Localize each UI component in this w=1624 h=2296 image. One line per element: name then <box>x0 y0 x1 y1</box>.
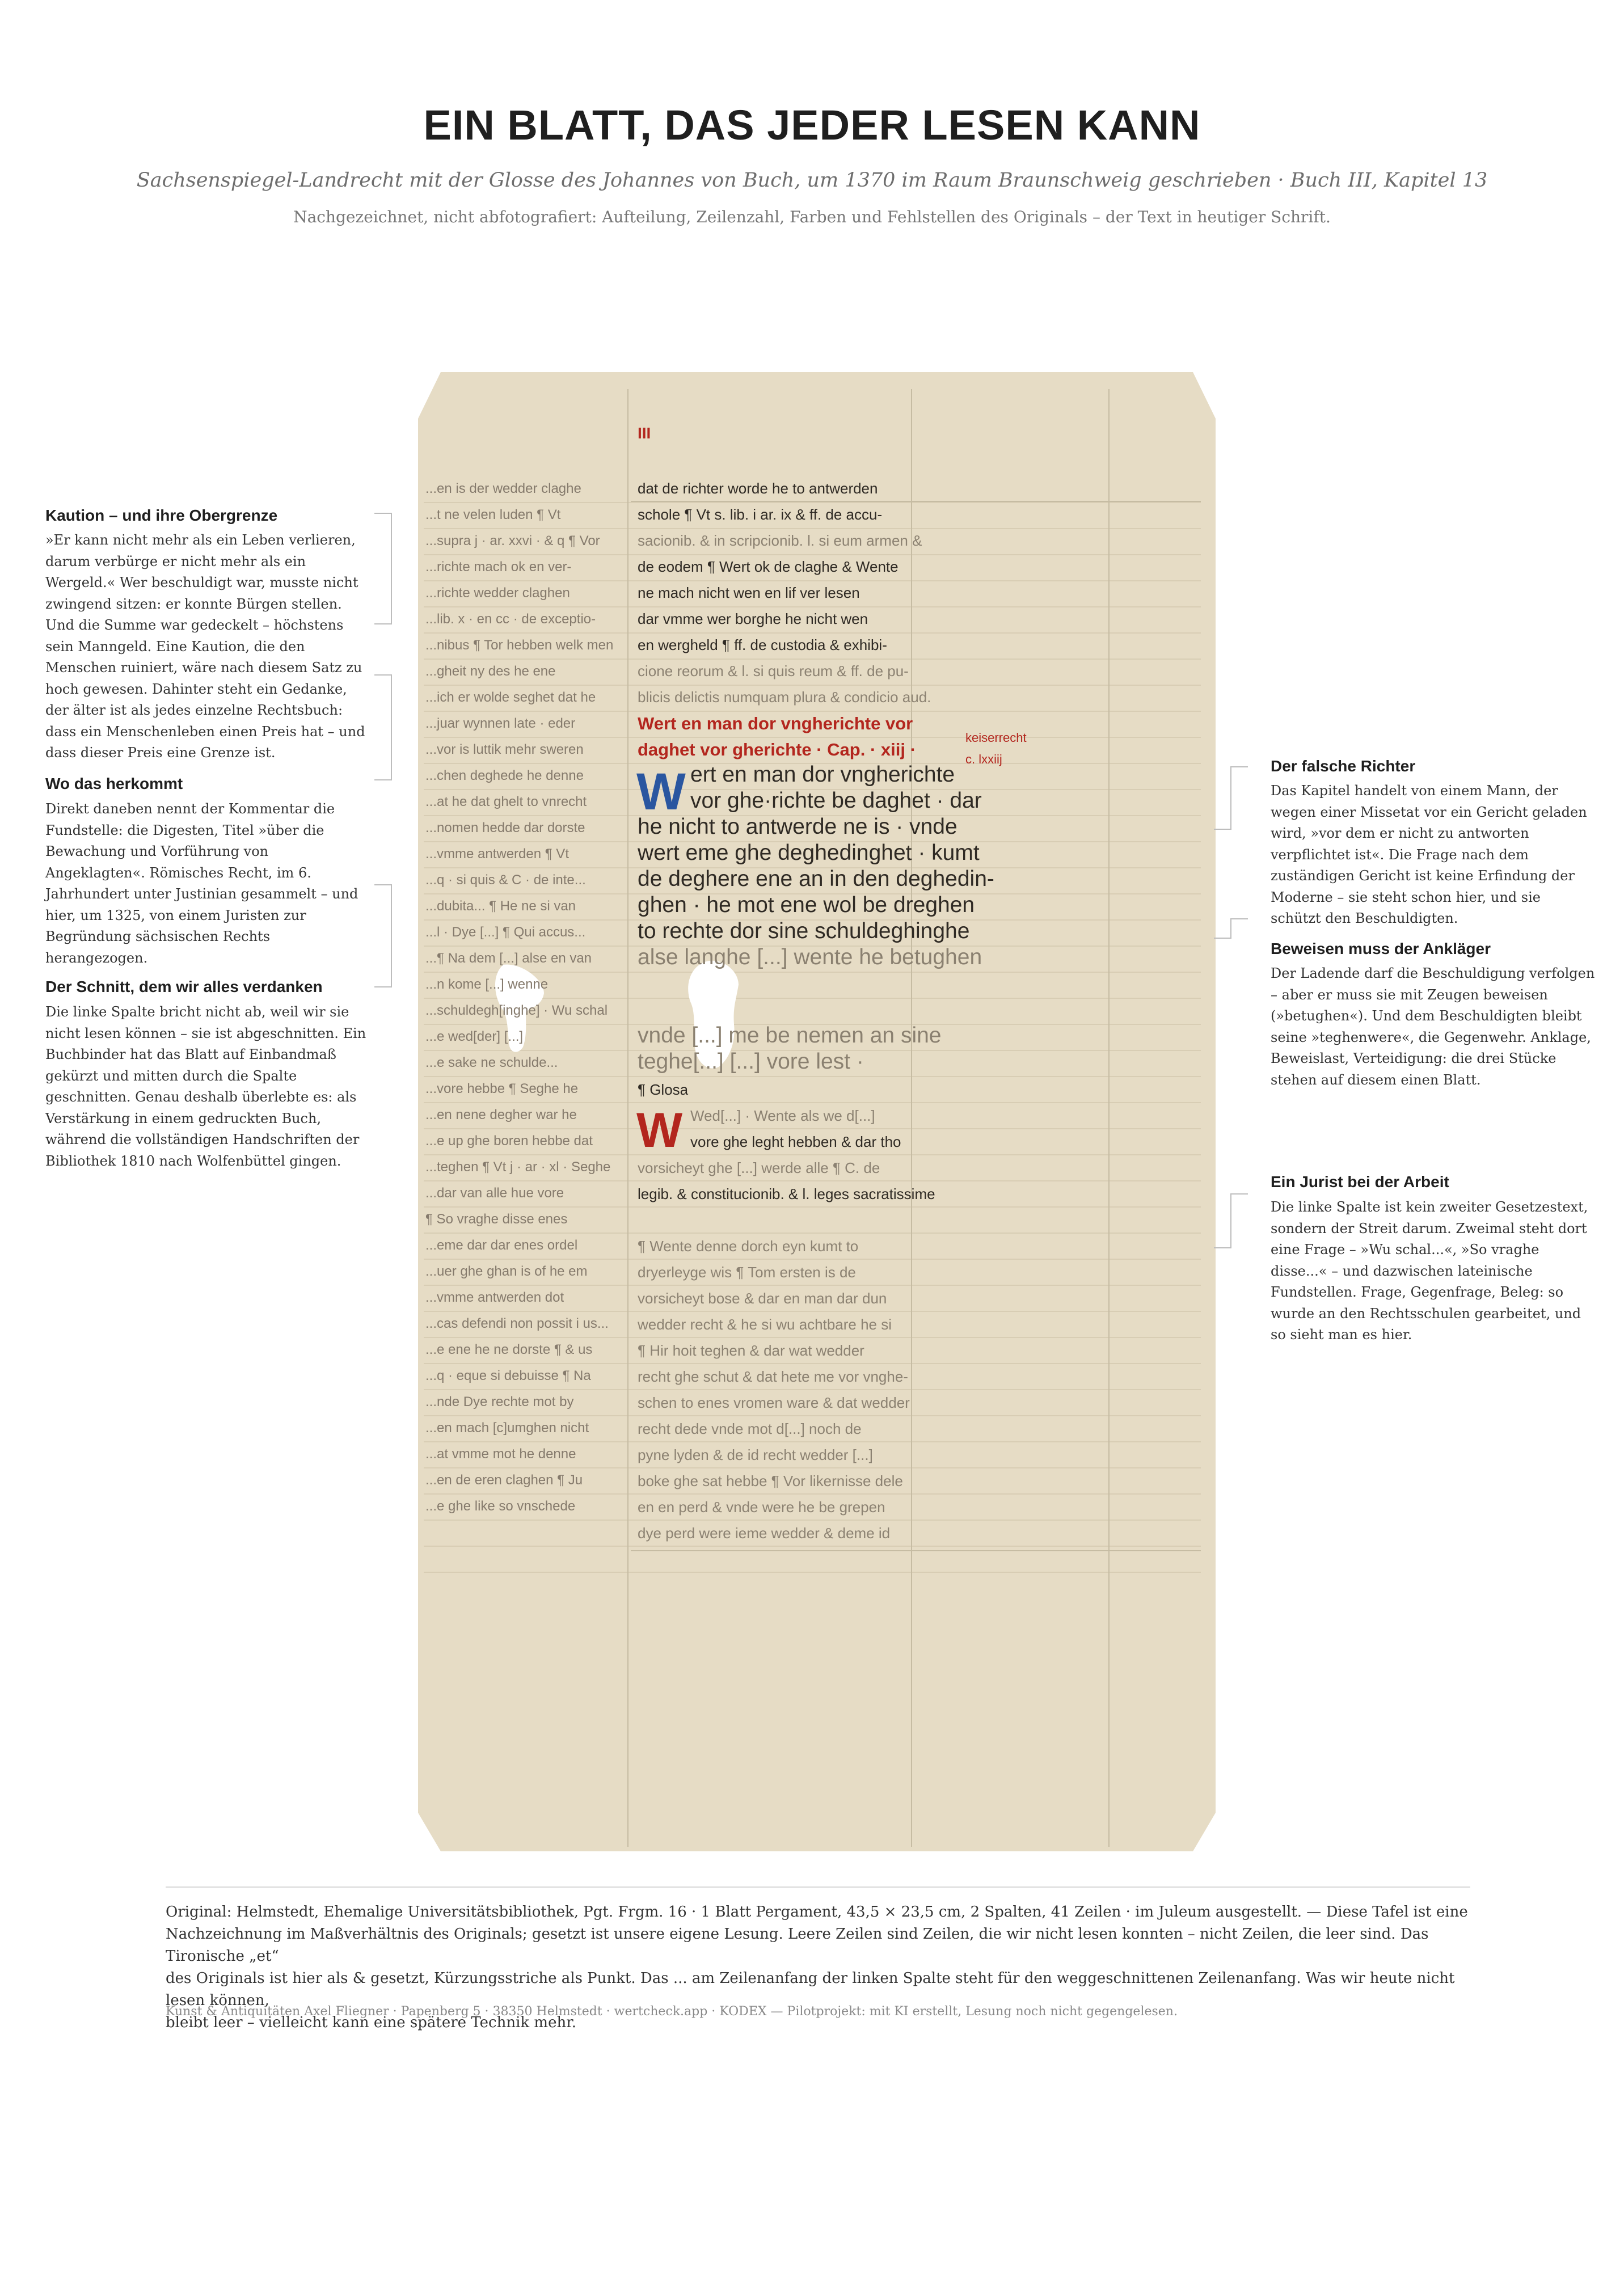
footer-description: Original: Helmstedt, Ehemalige Universitätsbibliothek, Pgt. Frgm. 16 · 1 Blatt Pergament, 43,5 × 23,5 cm, 2 Spalten, 41 Zeilen · im Juleum ausgestellt. — Diese Tafel ist eine Nachzeichnung im Maßverhältnis des Originals; gesetzt ist unsere eigene Lesung. Leere Zeilen sind Zeilen, die wir nicht lesen konnten – nicht Zeilen, die leer sind. Das Tironische „et“ des Originals ist hier als & gesetzt, Kürzungsstriche als Punkt. Das ... am Zeilenanfang der linken Spalte steht für den weggeschnittenen Zeilenanfang. Was wir heute nicht lesen können, bleibt leer – vielleicht kann eine spätere Technik mehr. <box>166 1904 1468 2031</box>
left-column-line: ...en nene degher war he <box>425 1107 577 1122</box>
right-column-line: blicis delictis numquam plura & condicio aud. <box>638 689 931 706</box>
main-text-line: ert en man dor vngherichte <box>690 762 955 787</box>
main-text-line: ghen · he mot ene wol be dreghen <box>638 893 975 917</box>
note-schnitt-body: Die linke Spalte bricht nicht ab, weil wir sie nicht lesen können – sie ist abgeschnitten. Ein Buchbinder hat das Blatt auf Einbandmaß gekürzt und mitten durch die Spalte geschnitten. Genau deshalb überlebte es: als Verstärkung in einem gedruckten Buch, während die vollständigen Handschriften der Bibliothek 1810 nach Wolfenbüttel gingen. <box>45 1004 366 1169</box>
page-title: EIN BLATT, DAS JEDER LESEN KANN <box>423 102 1201 149</box>
note-schnitt-title: Der Schnitt, dem wir alles verdanken <box>45 978 323 995</box>
right-column-line: schen to enes vromen ware & dat wedder <box>638 1394 910 1411</box>
right-column-line: sacionib. & in scripcionib. l. si eum armen & <box>638 532 922 549</box>
connector-beweisen <box>1214 919 1248 938</box>
left-column-line: ...¶ Na dem [...] alse en van <box>425 951 592 966</box>
right-column-line: dye perd were ieme wedder & deme id <box>638 1525 891 1542</box>
margin-note-chapter: c. lxxiij <box>965 752 1002 766</box>
main-text-line: vnde [...] me be nemen an sine <box>638 1023 942 1048</box>
main-text-line: vor ghe·richte be daghet · dar <box>690 788 982 813</box>
right-column-line: cione reorum & l. si quis reum & ff. de pu- <box>638 662 909 679</box>
note-richter-body: Das Kapitel handelt von einem Mann, der wegen einer Missetat vor ein Gericht geladen wird, »vor dem er nicht zu antworten verpflichtet ist«. Die Frage nach dem zuständigen Gericht ist keine Erfindung der Moderne – sie steht schon hier, und sie schützt den Beschuldigten. <box>1271 783 1587 926</box>
left-column-line: ...dar van alle hue vore <box>425 1185 564 1201</box>
left-column-line: ...ich er wolde seghet dat he <box>425 690 596 705</box>
connector-richter <box>1214 767 1248 829</box>
glosa-line: vore ghe leght hebben & dar tho <box>690 1133 901 1150</box>
left-column-line: ...l · Dye [...] ¶ Qui accus... <box>425 925 586 940</box>
right-column-line: recht ghe schut & dat hete me vor vnghe- <box>638 1368 908 1385</box>
main-text-line: alse langhe [...] wente he betughen <box>638 945 982 969</box>
right-column-line: wedder recht & he si wu achtbare he si <box>638 1316 892 1333</box>
left-column-line: ...e ene he ne dorste ¶ & us <box>425 1342 593 1357</box>
left-column-line: ...n kome [...] wenne <box>425 977 549 992</box>
left-column-line: ...t ne velen luden ¶ Vt <box>425 507 561 522</box>
note-jurist-body: Die linke Spalte ist kein zweiter Gesetzestext, sondern der Streit darum. Zweimal steht dort eine Frage – »Wu schal...«, »So vraghe disse...« – und dazwischen lateinische Fundstellen. Frage, Gegenfrage, Beleg: so wurde an den Rechtsschulen gearbeitet, und so sieht man es hier. <box>1271 1199 1588 1343</box>
page-subtitle: Sachsenspiegel-Landrecht mit der Glosse des Johannes von Buch, um 1370 im Raum Braunschweig geschrieben · Buch III, Kapitel 13 <box>136 169 1488 192</box>
left-column-line: ...at vmme mot he denne <box>425 1446 576 1462</box>
right-column-line: vorsicheyt ghe [...] werde alle ¶ C. de <box>638 1159 880 1176</box>
right-column-line: dar vmme wer borghe he nicht wen <box>638 610 868 627</box>
left-column-line: ...at he dat ghelt to vnrecht <box>425 794 587 809</box>
left-column-line: ...gheit ny des he ene <box>425 664 556 679</box>
left-column-line: ...vmme antwerden dot <box>425 1290 564 1305</box>
note-herkunft-body: Direkt daneben nennt der Kommentar die Fundstelle: die Digesten, Titel »über die Bewachung und Vorführung von Angeklagten«. Römisches Recht, im 6. Jahrhundert unter Justinian gesammelt – und hier, um 1325, von einem Juristen zur Begründung sächsischen Rechts herangezogen. <box>45 801 358 966</box>
footer-divider <box>166 1886 1470 1888</box>
left-column-line: ...q · si quis & C · de inte... <box>425 872 586 888</box>
note-richter-title: Der falsche Richter <box>1271 757 1416 775</box>
right-column-line: dryerleyge wis ¶ Tom ersten is de <box>638 1264 856 1281</box>
left-column-line: ...nde Dye rechte mot by <box>425 1394 574 1409</box>
left-column-line: ¶ So vraghe disse enes <box>425 1212 568 1227</box>
book-number: III <box>638 424 651 442</box>
left-column-line: ...en is der wedder claghe <box>425 481 581 496</box>
note-beweisen-body: Der Ladende darf die Beschuldigung verfolgen – aber er muss sie mit Zeugen beweisen (»betughen«). Und dem Beschuldigten bleibt seine »teghenwere«, die Gegenwehr. Anklage, Beweislast, Verteidigung: die drei Stücke stehen auf diesem einen Blatt. <box>1271 965 1595 1088</box>
right-column-line: dat de richter worde he to antwerden <box>638 480 878 497</box>
main-text-line: to rechte dor sine schuldeghinghe <box>638 919 970 943</box>
left-column-line: ...cas defendi non possit i us... <box>425 1316 609 1331</box>
right-column-line: boke ghe sat hebbe ¶ Vor likernisse dele <box>638 1472 903 1489</box>
glosa-heading: ¶ Glosa <box>638 1081 689 1098</box>
left-column-line: ...teghen ¶ Vt j · ar · xl · Seghe <box>425 1159 611 1175</box>
left-column-line: ...e sake ne schulde... <box>425 1055 558 1070</box>
left-column-line: ...e wed[der] [...] <box>425 1029 524 1044</box>
note-kaution-title: Kaution – und ihre Obergrenze <box>45 507 278 524</box>
note-beweisen-title: Beweisen muss der Ankläger <box>1271 940 1491 957</box>
main-text-line: de deghere ene an in den deghedin- <box>638 867 994 891</box>
note-kaution-body: »Er kann nicht mehr als ein Leben verlieren, darum verbürge er nicht mehr als ein Wergeld.« Wer beschuldigt war, musste nicht zwingend sitzen: er konnte Bürgen stellen. Und die Summe war gedeckelt – höchstens sein Manngeld. Eine Kaution, die den Menschen ruiniert, wäre nach diesem Satz zu hoch gewesen. Dahinter steht ein Gedanke, der älter ist als jedes einzelne Rechtsbuch: dass ein Menschenleben einen Preis hat – und dass dieser Preis eine Grenze ist. <box>45 532 365 761</box>
connector-jurist <box>1214 1194 1248 1248</box>
note-jurist-title: Ein Jurist bei der Arbeit <box>1271 1173 1449 1191</box>
right-column-line: ¶ Hir hoit teghen & dar wat wedder <box>638 1342 864 1359</box>
right-column-line: de eodem ¶ Wert ok de claghe & Wente <box>638 558 899 575</box>
left-column-line: ...supra j · ar. xxvi · & q ¶ Vor <box>425 533 600 548</box>
rubric-line-2: daghet vor gherichte · Cap. · xiij · <box>638 740 916 759</box>
left-column-line: ...juar wynnen late · eder <box>425 716 576 731</box>
right-column-line: pyne lyden & de id recht wedder [...] <box>638 1446 873 1463</box>
left-column-line: ...nomen hedde dar dorste <box>425 820 585 835</box>
connector-kaution <box>374 513 391 624</box>
left-column-line: ...en de eren claghen ¶ Ju <box>425 1472 583 1488</box>
right-column-line: legib. & constitucionib. & l. leges sacratissime <box>638 1185 935 1202</box>
main-text-line: wert eme ghe deghedinghet · kumt <box>638 841 980 865</box>
left-column-line: ...richte wedder claghen <box>425 585 570 601</box>
right-column-line: vorsicheyt bose & dar en man dar dun <box>638 1290 887 1307</box>
right-column-line: en en perd & vnde were he be grepen <box>638 1499 885 1516</box>
initial-w-blue: W <box>636 763 686 821</box>
left-column-line: ...nibus ¶ Tor hebben welk men <box>425 638 614 653</box>
connector-kaution-2 <box>374 675 391 780</box>
left-column-line: ...e ghe like so vnschede <box>425 1499 576 1514</box>
right-column-line: schole ¶ Vt s. lib. i ar. ix & ff. de accu- <box>638 506 883 523</box>
note-herkunft-title: Wo das herkommt <box>45 775 183 792</box>
right-column-line: en wergheld ¶ ff. de custodia & exhibi- <box>638 636 887 653</box>
right-column-line: ¶ Wente denne dorch eyn kumt to <box>638 1238 859 1255</box>
margin-note-keiserrecht: keiserrecht <box>965 731 1027 745</box>
left-column-line: ...dubita... ¶ He ne si van <box>425 898 576 914</box>
left-column-line: ...eme dar dar enes ordel <box>425 1238 578 1253</box>
left-column-line: ...chen deghede he denne <box>425 768 584 783</box>
left-column-line: ...vor is luttik mehr sweren <box>425 742 584 757</box>
page-note: Nachgezeichnet, nicht abfotografiert: Aufteilung, Zeilenzahl, Farben und Fehlstellen des Originals – der Text in heutiger Schrift. <box>293 208 1331 226</box>
glosa-line: Wed[...] · Wente als we d[...] <box>690 1107 875 1124</box>
left-column-line: ...schuldegh[inghe] · Wu schal <box>425 1003 608 1018</box>
footer-credit: Kunst & Antiquitäten Axel Fliegner · Papenberg 5 · 38350 Helmstedt · wertcheck.app · KODEX — Pilotprojekt: mit KI erstellt, Lesung noch nicht gegengelesen. <box>166 2004 1178 2019</box>
right-column-line: ne mach nicht wen en lif ver lesen <box>638 584 860 601</box>
rubric-line-1: Wert en man dor vngherichte vor <box>638 714 913 733</box>
right-column-line: recht dede vnde mot d[...] noch de <box>638 1420 862 1437</box>
connector-herkommt <box>374 885 391 987</box>
left-column-line: ...vore hebbe ¶ Seghe he <box>425 1081 579 1096</box>
left-column-line: ...e up ghe boren hebbe dat <box>425 1133 593 1149</box>
left-column-line: ...q · eque si debuisse ¶ Na <box>425 1368 591 1383</box>
left-column-line: ...uer ghe ghan is of he em <box>425 1264 588 1279</box>
left-column-line: ...en mach [c]umghen nicht <box>425 1420 589 1436</box>
main-text-line: he nicht to antwerde ne is · vnde <box>638 814 957 839</box>
left-column-line: ...vmme antwerden ¶ Vt <box>425 846 569 862</box>
main-text-line: teghe[...] [...] vore lest · <box>638 1049 864 1074</box>
initial-w-red: W <box>636 1103 683 1158</box>
left-column-line: ...lib. x · en cc · de exceptio- <box>425 611 596 627</box>
left-column-line: ...richte mach ok en ver- <box>425 559 572 575</box>
